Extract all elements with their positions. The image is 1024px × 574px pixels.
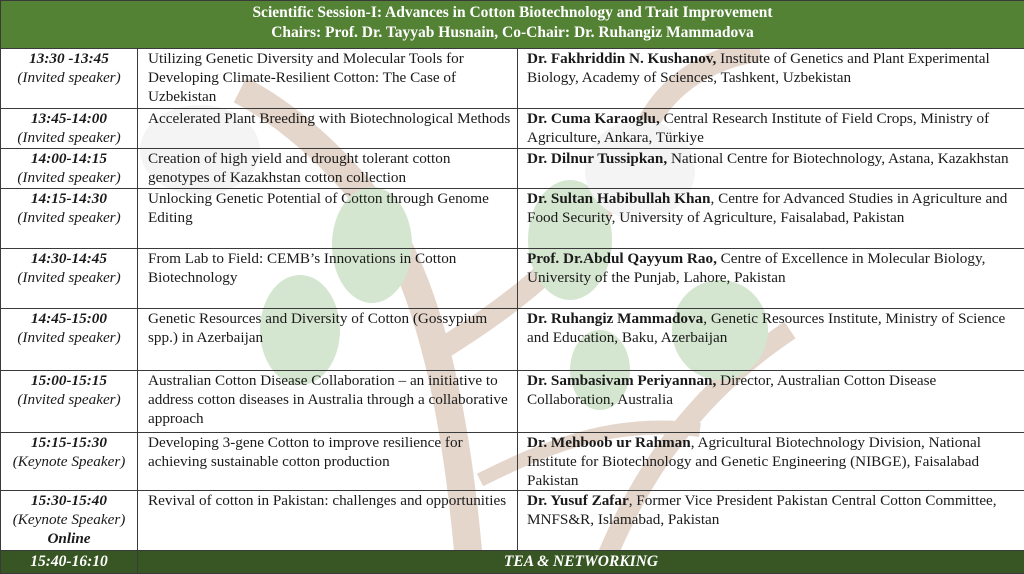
speaker-name: Dr. Ruhangiz Mammadova: [527, 310, 704, 327]
speaker-cell: [518, 433, 1024, 491]
speaker-cell: [518, 249, 1024, 309]
speaker-affiliation: , Former Vice President Pakistan Central Cotton Committee, MNFS&R, Islamabad, Pakistan: [527, 492, 997, 528]
talk-title: Australian Cotton Disease Collaboration – an initiative to address cotton diseases in Australia through a collaborative approach: [138, 371, 518, 433]
speaker-affiliation: Director, Australian Cotton Disease Collaboration, Australia: [527, 372, 937, 408]
speaker-affiliation: Centre of Excellence in Molecular Biology, University of the Punjab, Lahore, Pakistan: [527, 250, 986, 286]
talk-title: From Lab to Field: CEMB’s Innovations in Cotton Biotechnology: [138, 249, 518, 309]
speaker-role: (Invited speaker): [17, 129, 121, 146]
time-cell: [1, 433, 138, 491]
time-slot: 14:30-14:45: [31, 250, 107, 267]
speaker-cell: [518, 371, 1024, 433]
time-cell: [1, 109, 138, 149]
break-row: [1, 551, 1024, 574]
time-cell: [1, 371, 138, 433]
schedule-row: [1, 149, 1024, 189]
session-chairs: Chairs: Prof. Dr. Tayyab Husnain, Co-Chair: Dr. Ruhangiz Mammadova: [271, 24, 754, 41]
time-slot: 14:45-15:00: [31, 310, 107, 327]
time-slot: 13:45-14:00: [31, 110, 107, 127]
speaker-role: (Invited speaker): [17, 329, 121, 346]
speaker-name: Dr. Dilnur Tussipkan,: [527, 150, 668, 167]
session-mode: Online: [47, 530, 91, 547]
speaker-cell: [518, 189, 1024, 249]
time-cell: [1, 149, 138, 189]
schedule-row: [1, 249, 1024, 309]
speaker-cell: [518, 149, 1024, 189]
schedule-row: [1, 309, 1024, 371]
speaker-role: (Invited speaker): [17, 391, 121, 408]
speaker-name: Dr. Sambasivam Periyannan,: [527, 372, 717, 389]
time-slot: 13:30 -13:45: [29, 50, 109, 67]
talk-title: Unlocking Genetic Potential of Cotton through Genome Editing: [138, 189, 518, 249]
time-cell: [1, 249, 138, 309]
schedule-row: [1, 433, 1024, 491]
speaker-cell: [518, 109, 1024, 149]
talk-title: Revival of cotton in Pakistan: challenges and opportunities: [138, 491, 518, 551]
talk-title: Utilizing Genetic Diversity and Molecular Tools for Developing Climate-Resilient Cotton: The Case of Uzbekistan: [138, 49, 518, 109]
speaker-affiliation: National Centre for Biotechnology, Astana, Kazakhstan: [667, 150, 1009, 167]
speaker-affiliation: , Agricultural Biotechnology Division, National Institute for Biotechnology and Genetic Engineering (NIBGE), Faisalabad Pakistan: [527, 434, 981, 489]
speaker-affiliation: Central Research Institute of Field Crops, Ministry of Agriculture, Ankara, Türkiye: [527, 110, 990, 146]
speaker-name: Prof. Dr.Abdul Qayyum Rao,: [527, 250, 717, 267]
speaker-role: (Invited speaker): [17, 169, 121, 186]
time-slot: 15:00-15:15: [31, 372, 107, 389]
speaker-role: (Keynote Speaker): [12, 453, 126, 470]
speaker-name: Dr. Yusuf Zafar: [527, 492, 629, 509]
time-cell: [1, 309, 138, 371]
schedule-row: [1, 491, 1024, 551]
speaker-name: Dr. Sultan Habibullah Khan: [527, 190, 711, 207]
time-cell: [1, 189, 138, 249]
speaker-role: (Invited speaker): [17, 209, 121, 226]
time-cell: [1, 49, 138, 109]
schedule-row: [1, 109, 1024, 149]
session-header: [1, 1, 1024, 49]
speaker-affiliation: , Centre for Advanced Studies in Agriculture and Food Security, University of Agriculture, Faisalabad, Pakistan: [527, 190, 1008, 226]
speaker-affiliation: Institute of Genetics and Plant Experimental Biology, Academy of Sciences, Tashkent, Uzbekistan: [527, 50, 990, 86]
time-cell: [1, 491, 138, 551]
speaker-name: Dr. Fakhriddin N. Kushanov,: [527, 50, 717, 67]
time-slot: 15:15-15:30: [31, 434, 107, 451]
break-time: 15:40-16:10: [1, 551, 138, 574]
speaker-role: (Keynote Speaker): [12, 511, 126, 528]
time-slot: 14:15-14:30: [31, 190, 107, 207]
schedule-row: [1, 49, 1024, 109]
speaker-affiliation: , Genetic Resources Institute, Ministry of Science and Education, Baku, Azerbaijan: [527, 310, 1006, 346]
speaker-cell: [518, 491, 1024, 551]
talk-title: Accelerated Plant Breeding with Biotechnological Methods: [138, 109, 518, 149]
session-header-cell: [1, 1, 1024, 49]
time-slot: 14:00-14:15: [31, 150, 107, 167]
break-label: TEA & NETWORKING: [138, 551, 1024, 574]
speaker-role: (Invited speaker): [17, 269, 121, 286]
speaker-role: (Invited speaker): [17, 69, 121, 86]
schedule-row: [1, 371, 1024, 433]
talk-title: Creation of high yield and drought tolerant cotton genotypes of Kazakhstan cotton collection: [138, 149, 518, 189]
session-title: Scientific Session-I: Advances in Cotton Biotechnology and Trait Improvement: [252, 4, 773, 21]
speaker-name: Dr. Cuma Karaoglu,: [527, 110, 660, 127]
time-slot: 15:30-15:40: [31, 492, 107, 509]
speaker-cell: [518, 309, 1024, 371]
speaker-cell: [518, 49, 1024, 109]
talk-title: Developing 3-gene Cotton to improve resilience for achieving sustainable cotton production: [138, 433, 518, 491]
speaker-name: Dr. Mehboob ur Rahman: [527, 434, 691, 451]
schedule-row: [1, 189, 1024, 249]
talk-title: Genetic Resources and Diversity of Cotton (Gossypium spp.) in Azerbaijan: [138, 309, 518, 371]
